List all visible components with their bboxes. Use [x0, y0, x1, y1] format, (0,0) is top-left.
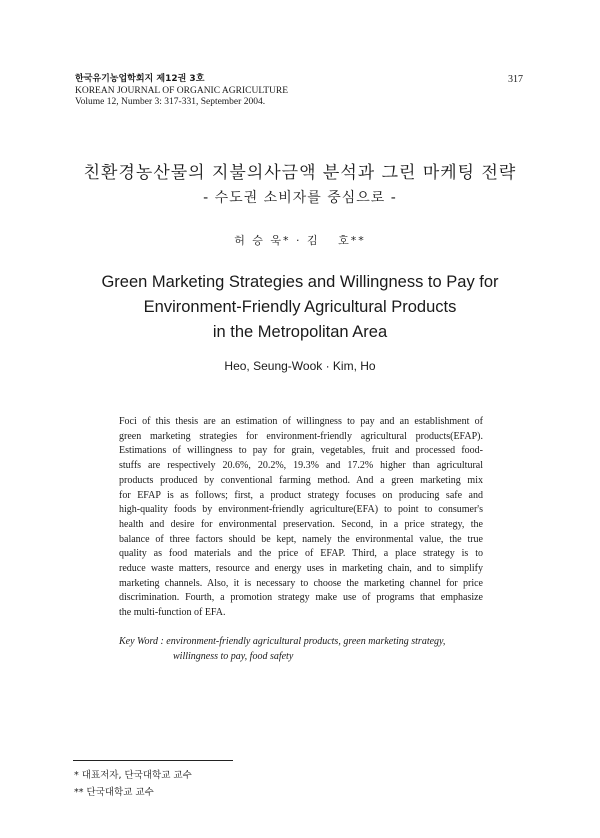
- keywords-line: Key Word : environment-friendly agricultural products, green marketing strategy,: [119, 636, 446, 647]
- footnote-first-author: * 대표저자, 단국대학교 교수: [74, 770, 192, 781]
- title-english-line: Environment-Friendly Agricultural Products: [143, 298, 457, 316]
- abstract-line: health and desire for environmental preservation. Second, in a price strategy, the: [119, 518, 483, 530]
- title-english-line: in the Metropolitan Area: [212, 323, 388, 341]
- abstract-line: balance of three factors should be kept, namely the environmental value, the true: [119, 533, 483, 545]
- page-number: 317: [508, 74, 523, 85]
- abstract-line: Foci of this thesis are an estimation of willingness to pay and an establishment of: [119, 416, 483, 427]
- footnote-second-author: ** 단국대학교 교수: [74, 787, 154, 798]
- abstract-line: high-quality foods by environment-friendly agriculture(EFA) to point to consumer's: [119, 504, 483, 516]
- abstract-line: marketing channels. Also, it is necessary to choose the marketing channel for price: [119, 577, 483, 589]
- footnotes: [74, 767, 374, 801]
- abstract-line: green marketing strategies for environment-friendly agricultural products(EFAP).: [119, 430, 483, 442]
- subtitle-korean: - 수도권 소비자를 중심으로 -: [203, 190, 397, 206]
- title-english-line: Green Marketing Strategies and Willingness to Pay for: [101, 273, 499, 291]
- abstract-line: discrimination. Fourth, a promotion strategy make use of programs that emphasize: [119, 592, 483, 604]
- keywords-line: willingness to pay, food safety: [173, 651, 294, 662]
- volume-info: Volume 12, Number 3: 317-331, September 2004.: [75, 97, 266, 107]
- abstract-line: the multi-function of EFA.: [119, 607, 226, 619]
- abstract-line: stuffs are respectively 20.6%, 20.2%, 19.3% and 17.2% higher than agricultural: [119, 460, 483, 472]
- journal-name-english: KOREAN JOURNAL OF ORGANIC AGRICULTURE: [75, 85, 289, 96]
- abstract-line: quality as food materials and the price of EFAP. Third, a place strategy is to: [119, 548, 483, 560]
- journal-header: [75, 74, 535, 109]
- abstract-line: Estimations of willingness to pay for grain, vegetables, fruit and processed food-: [119, 445, 483, 457]
- authors-english: Heo, Seung-Wook · Kim, Ho: [224, 359, 376, 373]
- abstract: [119, 415, 483, 621]
- journal-name-korean: 한국유기농업학회지 제12권 3호: [75, 74, 205, 84]
- authors-korean: 허 승 욱* · 김 호**: [234, 234, 366, 247]
- abstract-line: reduce waste matters, resource and energy uses in marketing chain, and to simplify: [119, 563, 483, 575]
- abstract-line: products produced by conventional farming method. And a green marketing mix: [119, 474, 483, 486]
- title-english: [0, 270, 600, 345]
- footnote-divider: [73, 760, 233, 761]
- keywords: [119, 634, 489, 664]
- abstract-line: for EFAP is as follows; first, a product strategy focuses on producing safe and: [119, 489, 483, 501]
- title-korean: 친환경농산물의 지불의사금액 분석과 그린 마케팅 전략: [83, 163, 517, 183]
